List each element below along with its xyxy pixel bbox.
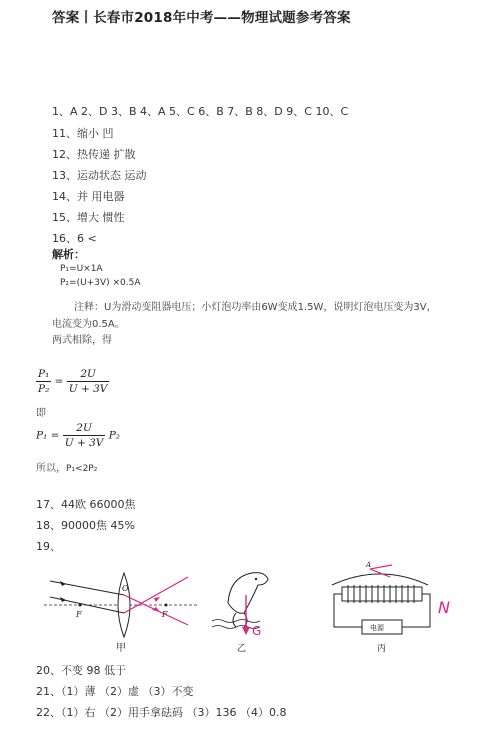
answer-15: 15、增大 惯性 <box>52 211 125 224</box>
eq1-rhs-num: 2U <box>67 367 110 382</box>
arrow-head-4 <box>154 597 160 602</box>
answer-21: 21、（1）薄 （2）虚 （3）不变 <box>36 685 194 698</box>
conclusion <box>36 459 97 474</box>
answer-22: 22、（1）右 （2）用手拿砝码 （3）136 （4）0.8 <box>36 706 287 719</box>
formula-p2: P₂=(U+3V) ×0.5A <box>60 278 141 288</box>
answer-1-10: 1、A 2、D 3、B 4、A 5、C 6、B 7、B 8、D 9、C 10、C <box>52 105 349 118</box>
formula-p1: P₁=U×1A <box>60 264 103 274</box>
electromagnet-diagram <box>332 561 450 654</box>
answer-11: 11、缩小 凹 <box>52 127 114 140</box>
convex-lens <box>118 573 130 637</box>
caption-bing: 丙 <box>377 644 387 654</box>
gravity-arrow-head <box>242 627 250 635</box>
answer-19: 19、 <box>36 540 61 553</box>
eq2-den: U + 3V <box>64 437 104 449</box>
ji-text: 即 <box>36 408 46 419</box>
answer-20: 20、不变 98 低于 <box>36 664 126 677</box>
north-pole-label: N <box>438 598 450 617</box>
answer-14: 14、并 用电器 <box>52 190 125 203</box>
dolphin-diagram <box>212 573 268 654</box>
analysis-label: 解析： <box>52 248 85 261</box>
caption-yi: 乙 <box>237 644 247 654</box>
answer-17: 17、44欧 66000焦 <box>36 498 136 511</box>
dolphin-eye <box>255 578 257 580</box>
answer-13: 13、运动状态 运动 <box>52 169 147 182</box>
caption-jia: 甲 <box>116 643 126 654</box>
eq2-tail: P₂ <box>108 429 120 442</box>
page-title: 答案丨长春市2018年中考——物理试题参考答案 <box>52 10 351 26</box>
focus-right <box>165 604 168 607</box>
conclusion-expr: P₁<2P₂ <box>66 464 98 474</box>
needle-mark-2 <box>370 569 390 577</box>
note-line-1: 注释：U为滑动变阻器电压；小灯泡功率由6W变成1.5W，说明灯泡电压变为3V， <box>74 302 437 313</box>
focus-left <box>79 604 82 607</box>
conclusion-prefix: 所以， <box>36 463 66 474</box>
lens-f2-label: F <box>162 610 168 619</box>
eq1-lhs-num: P₁ <box>38 368 50 380</box>
lens-f1-label: F <box>76 610 82 619</box>
answer-19-diagrams <box>40 555 458 657</box>
lens-diagram <box>44 573 198 654</box>
equation-p1 <box>36 421 120 450</box>
needle-mark-1 <box>370 565 392 569</box>
eq1-rhs-den: U + 3V <box>68 383 108 395</box>
eq1-lhs-den: P₂ <box>38 383 50 395</box>
magnet-needle-arc <box>332 574 428 585</box>
equation-ratio: $\frac{\text{P₁}}{\text{P₂}}$ = $\frac{2U}{U + 3V}$ <box>38 368 108 395</box>
eq2-num: 2U <box>63 421 106 436</box>
gravity-g-label: G <box>252 624 262 638</box>
lens-o-label: O <box>122 584 129 593</box>
eq2-lhs: P₁ = <box>36 429 60 442</box>
arrow-head-3 <box>152 607 160 612</box>
answer-12: 12、热传递 扩散 <box>52 148 136 161</box>
answer-16: 16、6 < <box>52 232 97 245</box>
answer-18: 18、90000焦 45% <box>36 519 135 532</box>
water-wave-1 <box>212 620 260 623</box>
divide-text: 两式相除，得 <box>52 335 112 346</box>
note-line-2: 电流变为0.5A。 <box>52 319 125 330</box>
dolphin-icon <box>228 573 268 614</box>
a-label: A <box>366 561 372 569</box>
power-label: 电源 <box>370 624 384 632</box>
